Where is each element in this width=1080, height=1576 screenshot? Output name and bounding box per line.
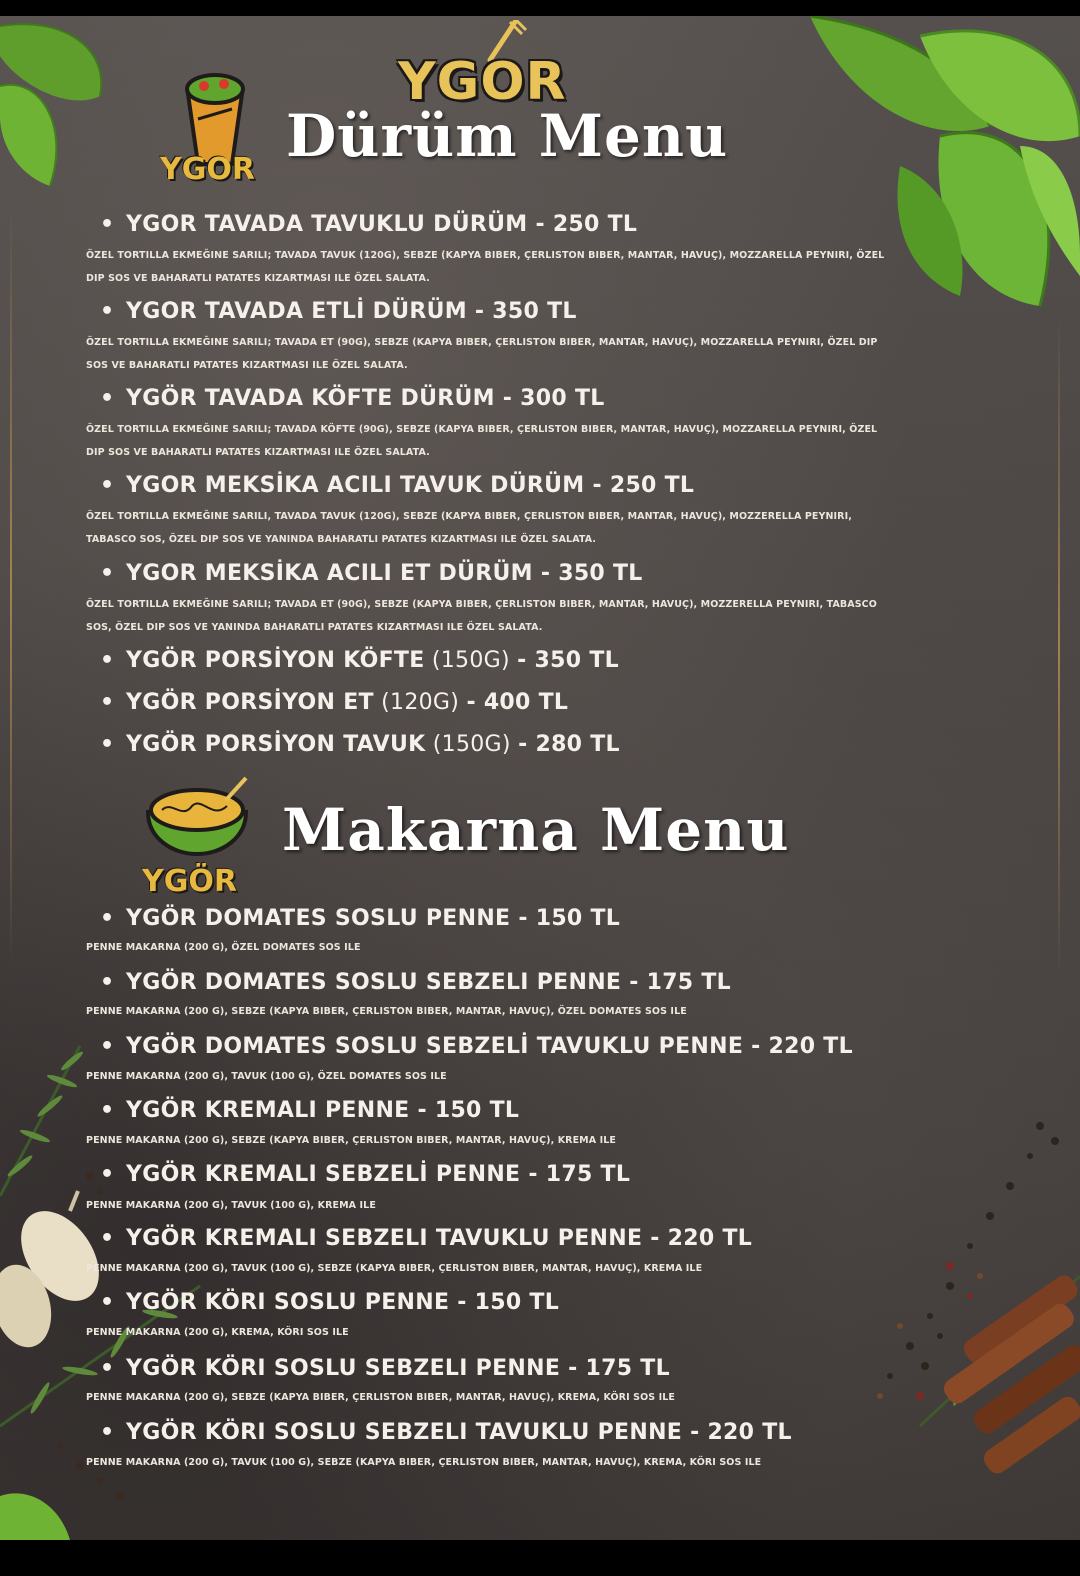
menu-item-title: • YGÖR KREMALI SEBZELİ PENNE - 175 TL — [100, 1162, 631, 1187]
bottom-black-bar — [0, 1540, 1080, 1576]
menu-item-title: • YGOR MEKSİKA ACILI TAVUK DÜRÜM - 250 TL — [100, 473, 695, 498]
menu-item-desc: PENNE MAKARNA (200 G), SEBZE (KAPYA BIBER, ÇERLISTON BIBER, MANTAR, HAVUÇ), ÖZEL DOMATES SOS ILE — [86, 1006, 687, 1017]
top-black-bar — [0, 0, 1080, 16]
menu-item-desc: PENNE MAKARNA (200 G), TAVUK (100 G), SEBZE (KAPYA BIBER, ÇERLISTON BIBER, MANTAR, HAVUÇ), KREMA, KÖRI SOS ILE — [86, 1457, 762, 1468]
menu-item-title: • YGÖR DOMATES SOSLU SEBZELİ TAVUKLU PENNE - 220 TL — [100, 1034, 853, 1059]
makarna-section-title: Makarna Menu — [282, 796, 790, 864]
menu-poster — [0, 16, 1080, 1540]
brand-logo-small: YGÖR — [142, 864, 237, 899]
menu-item-title: • YGÖR KÖRI SOSLU SEBZELI PENNE - 175 TL — [100, 1356, 670, 1381]
menu-item-desc: PENNE MAKARNA (200 G), ÖZEL DOMATES SOS ILE — [86, 942, 361, 953]
durum-section-title: Dürüm Menu — [286, 102, 729, 170]
gold-frame-left — [10, 206, 12, 966]
menu-item-title: • YGÖR KREMALI SEBZELI TAVUKLU PENNE - 220 TL — [100, 1226, 753, 1251]
menu-item-desc: ÖZEL TORTILLA EKMEĞINE SARILI, TAVADA TAVUK (120G), SEBZE (KAPYA BIBER, ÇERLISTON BIBER, MANTAR, HAVUÇ), MOZZERELLA PEYNIRI, TABASCO SOS, ÖZEL DIP SOS VE YANINDA BAHARATLI PATATES KIZARTMASI ILE ÖZEL SALATA. — [86, 511, 852, 545]
menu-item-desc: ÖZEL TORTILLA EKMEĞINE SARILI; TAVADA ET (90G), SEBZE (KAPYA BIBER, ÇERLISTON BIBER, MANTAR, HAVUÇ), MOZZERELLA PEYNIRI, TABASCO SOS, ÖZEL DIP SOS VE YANINDA BAHARATLI PATATES KIZARTMASI ILE ÖZEL SALATA. — [86, 599, 877, 633]
portion-item: • YGÖR PORSİYON TAVUK (150G) - 280 TL — [100, 732, 620, 757]
menu-item-desc: ÖZEL TORTILLA EKMEĞINE SARILI; TAVADA TAVUK (120G), SEBZE (KAPYA BIBER, ÇERLISTON BIBER, MANTAR, HAVUÇ), MOZZARELLA PEYNIRI, ÖZEL DIP SOS VE BAHARATLI PATATES KIZARTMASI ILE ÖZEL SALATA. — [86, 250, 885, 284]
menu-item-desc: PENNE MAKARNA (200 G), TAVUK (100 G), SEBZE (KAPYA BIBER, ÇERLISTON BIBER, MANTAR, HAVUÇ), KREMA ILE — [86, 1263, 703, 1274]
menu-item-title: • YGÖR KÖRI SOSLU PENNE - 150 TL — [100, 1290, 560, 1315]
brand-logo-main: YGOR — [398, 52, 567, 112]
gold-frame-right — [1058, 316, 1060, 976]
menu-item-desc: PENNE MAKARNA (200 G), KREMA, KÖRI SOS ILE — [86, 1327, 349, 1338]
menu-item-title: • YGOR MEKSİKA ACILI ET DÜRÜM - 350 TL — [100, 561, 643, 586]
menu-item-title: • YGÖR KÖRI SOSLU SEBZELI TAVUKLU PENNE - 220 TL — [100, 1420, 792, 1445]
basil-leaf-icon — [0, 16, 130, 206]
menu-item-desc: PENNE MAKARNA (200 G), TAVUK (100 G), KREMA ILE — [86, 1200, 376, 1211]
menu-item-desc: ÖZEL TORTILLA EKMEĞINE SARILI; TAVADA ET (90G), SEBZE (KAPYA BIBER, ÇERLISTON BIBER, MANTAR, HAVUÇ), MOZZARELLA PEYNIRI, ÖZEL DIP SOS VE BAHARATLI PATATES KIZARTMASI ILE ÖZEL SALATA. — [86, 337, 878, 371]
brand-logo-small: YGOR — [160, 152, 255, 187]
menu-item-desc: PENNE MAKARNA (200 G), SEBZE (KAPYA BIBER, ÇERLISTON BIBER, MANTAR, HAVUÇ), KREMA ILE — [86, 1135, 616, 1146]
portion-item: • YGÖR PORSİYON KÖFTE (150G) - 350 TL — [100, 648, 619, 673]
portion-item: • YGÖR PORSİYON ET (120G) - 400 TL — [100, 690, 569, 715]
menu-item-desc: PENNE MAKARNA (200 G), SEBZE (KAPYA BIBER, ÇERLISTON BIBER, MANTAR, HAVUÇ), KREMA, KÖRI SOS ILE — [86, 1392, 675, 1403]
menu-item-title: • YGÖR DOMATES SOSLU SEBZELI PENNE - 175 TL — [100, 970, 731, 995]
menu-item-title: • YGÖR TAVADA KÖFTE DÜRÜM - 300 TL — [100, 386, 605, 411]
menu-item-title: • YGÖR DOMATES SOSLU PENNE - 150 TL — [100, 906, 621, 931]
menu-item-title: • YGOR TAVADA ETLİ DÜRÜM - 350 TL — [100, 299, 577, 324]
pasta-bowl-icon — [142, 776, 252, 856]
menu-item-desc: ÖZEL TORTILLA EKMEĞINE SARILI; TAVADA KÖFTE (90G), SEBZE (KAPYA BIBER, ÇERLISTON BIBER, MANTAR, HAVUÇ), MOZZARELLA PEYNIRI, ÖZEL DIP SOS VE BAHARATLI PATATES KIZARTMASI ILE ÖZEL SALATA. — [86, 424, 878, 458]
menu-item-title: • YGOR TAVADA TAVUKLU DÜRÜM - 250 TL — [100, 212, 638, 237]
menu-item-title: • YGÖR KREMALI PENNE - 150 TL — [100, 1098, 520, 1123]
menu-item-desc: PENNE MAKARNA (200 G), TAVUK (100 G), ÖZEL DOMATES SOS ILE — [86, 1071, 447, 1082]
